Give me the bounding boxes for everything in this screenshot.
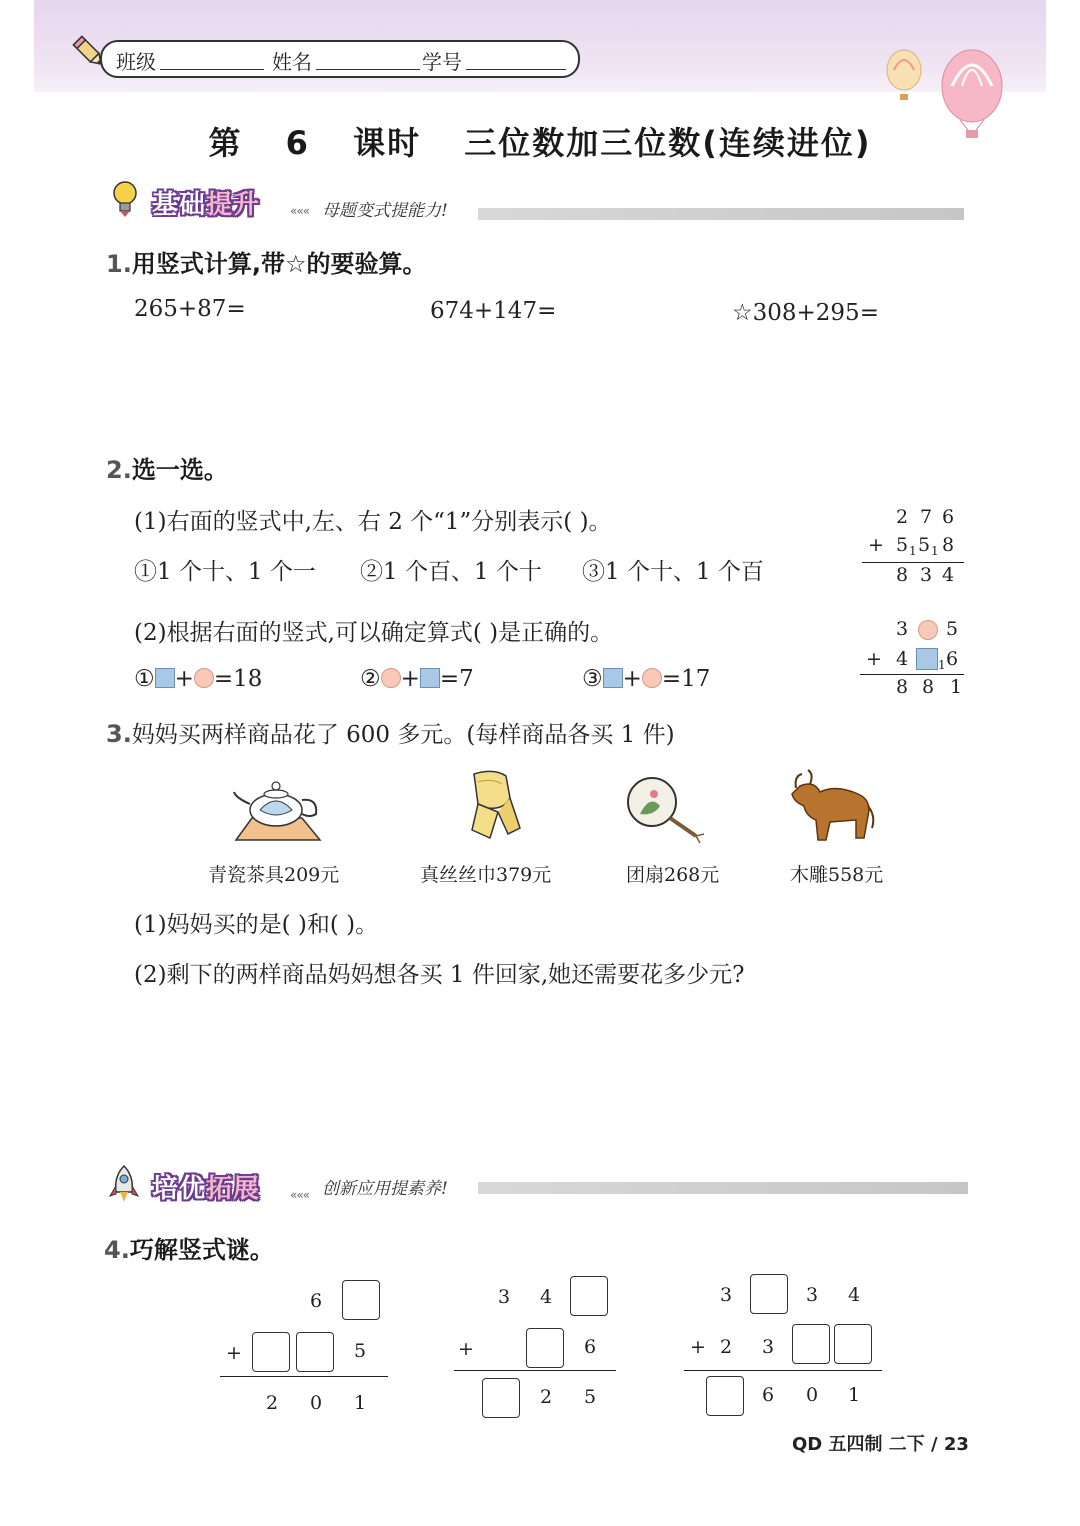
v2-r1-d3: 5: [946, 618, 959, 640]
p1-mid-blank-2[interactable]: [296, 1332, 334, 1372]
p2-sum-line: [454, 1370, 616, 1371]
p1-res-d1: 2: [266, 1392, 279, 1414]
section-basic-chevrons: «««: [290, 204, 310, 218]
section-advanced-title-a: 培优: [152, 1174, 207, 1204]
q2-vertical-addition-2: [860, 618, 966, 700]
v2-square-digit: [916, 648, 938, 670]
class-field-line[interactable]: [160, 69, 264, 70]
p3-mid-blank-1[interactable]: [792, 1324, 830, 1364]
p2-mid-blank[interactable]: [526, 1328, 564, 1368]
v2-r2-d3: 6: [946, 648, 959, 670]
v1-r1-d1: 2: [896, 506, 909, 528]
p3-res-blank[interactable]: [706, 1376, 744, 1416]
v1-sum-line: [862, 562, 964, 563]
opt3-prefix: ③: [582, 666, 603, 692]
v1-carry-right: 1: [931, 544, 939, 558]
q2-vertical-addition-1: [862, 506, 966, 588]
q1-expr-2: 674+147=: [430, 298, 557, 324]
teapot-icon: [230, 774, 324, 842]
p2-res-d2: 2: [540, 1386, 553, 1408]
q3-text: 妈妈买两样商品花了 600 多元。(每样商品各买 1 件): [131, 722, 675, 748]
p1-top-blank[interactable]: [342, 1280, 380, 1320]
section-basic-title-a: 基础: [152, 190, 207, 220]
p3-top-d1: 3: [720, 1284, 733, 1306]
scarf-icon: [464, 768, 524, 840]
v2-res-d3: 1: [950, 676, 963, 698]
q4-puzzle-2: [454, 1274, 618, 1420]
p3-res-d2: 6: [762, 1384, 775, 1406]
section-advanced-title-b: 拓展: [206, 1174, 261, 1204]
ox-carving-icon: [786, 766, 876, 844]
v1-res-d1: 8: [896, 564, 909, 586]
p3-top-d4: 4: [848, 1284, 861, 1306]
q2-p2-option-1[interactable]: [134, 666, 262, 692]
opt1-prefix: ①: [134, 666, 155, 692]
section-basic-motto: 母题变式提能力!: [322, 201, 448, 221]
p2-res-blank[interactable]: [482, 1378, 520, 1418]
p2-top-blank[interactable]: [570, 1276, 608, 1316]
p1-top-digit: 6: [310, 1290, 323, 1312]
q2-p2-text: (2)根据右面的竖式,可以确定算式( )是正确的。: [134, 620, 614, 646]
v2-circle-digit: [918, 620, 938, 640]
lesson-title: 第 6 课时 三位数加三位数(连续进位): [208, 124, 872, 162]
p3-sum-line: [684, 1370, 882, 1371]
p3-res-d3: 0: [806, 1384, 819, 1406]
p1-res-d2: 0: [310, 1392, 323, 1414]
circle-symbol: [381, 668, 401, 688]
q2-p1-option-2[interactable]: ②1 个百、1 个十: [360, 559, 542, 585]
q4-puzzle-3: [684, 1272, 884, 1420]
v1-res-d3: 4: [942, 564, 955, 586]
q2-heading: [106, 450, 228, 485]
name-field-line[interactable]: [316, 69, 420, 70]
v2-r1-d1: 3: [896, 618, 909, 640]
item-caption-2: 真丝丝巾379元: [420, 864, 552, 886]
p3-res-d4: 1: [848, 1384, 861, 1406]
v1-plus: +: [868, 534, 884, 556]
p1-sum-line: [220, 1376, 388, 1377]
q2-p2-option-3[interactable]: [582, 666, 710, 692]
v1-r2-d3: 8: [942, 534, 955, 556]
square-symbol: [155, 668, 175, 688]
p3-mid-d2: 3: [762, 1336, 775, 1358]
q3-p1-text[interactable]: (1)妈妈买的是( )和( )。: [134, 912, 379, 938]
section-basic-title-b: 提升: [206, 190, 261, 220]
opt1-plus: +: [174, 666, 194, 692]
section-basic-bar: [478, 208, 964, 220]
opt2-eq: =7: [439, 666, 474, 692]
section-advanced-title: [152, 1168, 260, 1205]
p2-plus: +: [458, 1338, 474, 1360]
id-field-line[interactable]: [466, 69, 566, 70]
v1-r2-d2: 5: [918, 534, 931, 556]
fan-icon: [624, 774, 708, 844]
student-info-box: [100, 40, 580, 78]
v1-res-d2: 3: [920, 564, 933, 586]
q4-text: 巧解竖式谜。: [129, 1236, 274, 1264]
v2-sum-line: [860, 674, 964, 675]
item-caption-4: 木雕558元: [790, 864, 884, 886]
section-advanced-chevrons: «««: [290, 1188, 310, 1202]
item-caption-1: 青瓷茶具209元: [208, 864, 340, 886]
q1-text: 用竖式计算,带☆的要验算。: [131, 250, 427, 278]
opt2-plus: +: [400, 666, 420, 692]
v2-r2-d1: 4: [896, 648, 909, 670]
v1-r1-d3: 6: [942, 506, 955, 528]
page-footer: QD 五四制 二下 / 23: [792, 1434, 969, 1455]
section-advanced-motto: 创新应用提素养!: [322, 1179, 448, 1199]
q2-text: 选一选。: [131, 456, 228, 484]
q3-number: 3.: [106, 720, 132, 748]
p3-top-d3: 3: [806, 1284, 819, 1306]
p2-top-d2: 4: [540, 1286, 553, 1308]
v2-res-d2: 8: [922, 676, 935, 698]
q2-p1-option-3[interactable]: ③1 个十、1 个百: [582, 559, 764, 585]
item-caption-3: 团扇268元: [626, 864, 720, 886]
opt2-prefix: ②: [360, 666, 381, 692]
q4-heading: [104, 1230, 274, 1265]
q4-number: 4.: [104, 1236, 130, 1264]
circle-symbol: [642, 668, 662, 688]
q1-number: 1.: [106, 250, 132, 278]
v1-carry-left: 1: [909, 544, 917, 558]
v1-r1-d2: 7: [920, 506, 933, 528]
q1-expr-3: ☆308+295=: [732, 300, 879, 326]
q2-number: 2.: [106, 456, 132, 484]
lightbulb-icon: [110, 180, 140, 218]
square-symbol: [603, 668, 623, 688]
header-right-margin: [1046, 0, 1080, 92]
square-symbol: [420, 668, 440, 688]
v1-r2-d1: 5: [896, 534, 909, 556]
v2-carry: 1: [938, 658, 946, 672]
p3-mid-blank-2[interactable]: [834, 1324, 872, 1364]
p2-res-d3: 5: [584, 1386, 597, 1408]
rocket-icon: [108, 1164, 140, 1204]
section-basic-title: [152, 184, 260, 221]
q3-heading: [106, 716, 675, 749]
p3-mid-d1: 2: [720, 1336, 733, 1358]
p3-plus: +: [690, 1336, 706, 1358]
p1-res-d3: 1: [354, 1392, 367, 1414]
p1-plus: +: [226, 1342, 242, 1364]
name-label: 姓名: [272, 50, 312, 74]
p2-mid-digit: 6: [584, 1336, 597, 1358]
id-label: 学号: [422, 50, 462, 74]
p2-top-d1: 3: [498, 1286, 511, 1308]
opt3-plus: +: [622, 666, 642, 692]
q1-heading: [106, 244, 426, 279]
opt3-eq: =17: [661, 666, 711, 692]
p1-mid-digit: 5: [354, 1340, 367, 1362]
p3-top-blank[interactable]: [750, 1274, 788, 1314]
q2-p1-option-1[interactable]: ①1 个十、1 个一: [134, 559, 316, 585]
circle-symbol: [194, 668, 214, 688]
q3-p2-text: (2)剩下的两样商品妈妈想各买 1 件回家,她还需要花多少元?: [134, 962, 745, 988]
v2-plus: +: [866, 648, 882, 670]
opt1-eq: =18: [213, 666, 263, 692]
q4-puzzle-1: [220, 1280, 390, 1420]
q2-p1-text: (1)右面的竖式中,左、右 2 个“1”分别表示( )。: [134, 509, 612, 535]
q2-p2-option-2[interactable]: [360, 666, 474, 692]
v2-res-d1: 8: [896, 676, 909, 698]
p1-mid-blank-1[interactable]: [252, 1332, 290, 1372]
header-left-margin: [0, 0, 34, 92]
class-label: 班级: [116, 50, 156, 74]
q1-expr-1: 265+87=: [134, 296, 246, 322]
section-advanced-bar: [478, 1182, 968, 1194]
